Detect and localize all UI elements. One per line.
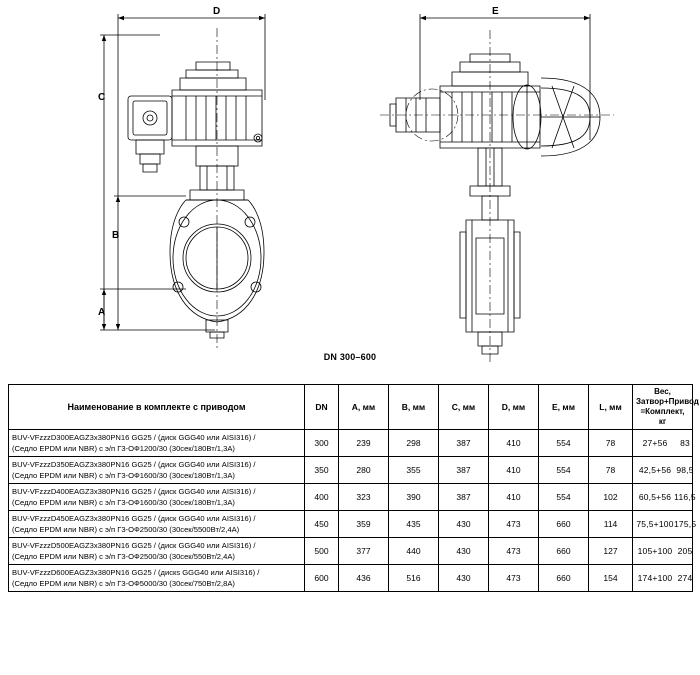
cell-l: 154 [589,565,633,592]
cell-d: 410 [489,430,539,457]
cell-b: 435 [389,511,439,538]
cell-name [9,484,305,511]
cell-name-line2: (Седло EPDM или NBR) с э/п Г3-ОФ2500/30 (30сек/550Вт/2,4А) [12,552,235,561]
header-b: В, мм [389,385,439,430]
header-a: А, мм [339,385,389,430]
cell-name-line1: BUV-VFzzzD350EAGZ3x380PN16 GG25 / (диск GGG40 или AISI316) / [12,460,256,469]
cell-c: 430 [439,565,489,592]
cell-d: 473 [489,565,539,592]
cell-dn: 500 [305,538,339,565]
table-row [9,484,693,511]
header-l: L, мм [589,385,633,430]
header-d: D, мм [489,385,539,430]
table-row [9,457,693,484]
cell-name-line2: (Седло EPDM или NBR) с э/п Г3-ОФ2500/30 (30сек/5500Вт/2,4А) [12,525,240,534]
header-weight-line1: Вес, [654,387,671,396]
cell-weight-sum: 42,5+56 [638,465,672,475]
dimension-label-c: C [98,92,106,103]
table-header-row [9,385,693,430]
header-dn: DN [305,385,339,430]
cell-l: 78 [589,430,633,457]
cell-l: 114 [589,511,633,538]
cell-name-line1: BUV-VFzzzD300EAGZ3x380PN16 GG25 / (диск GGG40 или AISI316) / [12,433,256,442]
cell-weight-total: 98,5 [676,465,694,475]
cell-weight-total: 205 [677,546,693,556]
dimension-label-d: D [213,6,221,17]
cell-weight [633,565,693,592]
cell-name-line1: BUV-VFzzzD500EAGZ3x380PN16 GG25 / (диск GGG40 или AISI316) / [12,541,256,550]
cell-a: 436 [339,565,389,592]
cell-d: 473 [489,511,539,538]
header-e: Е, мм [539,385,589,430]
cell-name [9,538,305,565]
cell-b: 390 [389,484,439,511]
cell-weight [633,511,697,538]
cell-b: 440 [389,538,439,565]
cell-b: 298 [389,430,439,457]
cell-name-line1: BUV-VFzzzD600EAGZ3x380PN16 GG25 / (дискs GGG40 или AISI316) / [12,568,260,577]
table-row [9,538,693,565]
cell-a: 280 [339,457,389,484]
cell-dn: 300 [305,430,339,457]
spec-table [8,384,699,592]
cell-dn: 400 [305,484,339,511]
cell-name-line1: BUV-VFzzzD450EAGZ3x380PN16 GG25 / (диск GGG40 или AISI316) / [12,514,256,523]
cell-a: 359 [339,511,389,538]
header-weight-line3: =Комплект, кг [640,407,685,426]
cell-weight-total: 175,5 [674,519,697,529]
cell-b: 355 [389,457,439,484]
cell-weight [633,457,693,484]
cell-b: 516 [389,565,439,592]
table-row [9,565,693,592]
cell-l: 102 [589,484,633,511]
cell-e: 660 [539,511,589,538]
cell-e: 554 [539,457,589,484]
cell-dn: 350 [305,457,339,484]
cell-weight-sum: 27+56 [642,438,668,448]
cell-dn: 600 [305,565,339,592]
cell-weight-sum: 75,5+100 [636,519,674,529]
cell-weight-sum: 174+100 [637,573,673,583]
header-weight [633,385,699,430]
cell-name [9,511,305,538]
cell-weight [633,538,693,565]
cell-e: 554 [539,484,589,511]
cell-d: 410 [489,484,539,511]
cell-c: 387 [439,484,489,511]
dimension-label-e: E [492,6,499,17]
cell-a: 377 [339,538,389,565]
cell-name-line2: (Седло EPDM или NBR) с э/п Г3-ОФ1600/30 (30сек/180Вт/1,3А) [12,498,235,507]
cell-weight-sum: 60,5+56 [638,492,672,502]
dimension-label-a: A [98,307,106,318]
spec-table-container [8,384,699,592]
cell-name [9,457,305,484]
cell-weight-total: 116,5 [674,492,696,502]
cell-dn: 450 [305,511,339,538]
cell-name-line1: BUV-VFzzzD400EAGZ3x380PN16 GG25 / (диск GGG40 или AISI316) / [12,487,256,496]
cell-weight-total: 83 [680,438,690,448]
cell-name-line2: (Седло EPDM или NBR) с э/п Г3-ОФ5000/30 (30сек/750Вт/2,8А) [12,579,235,588]
drawing-caption: DN 300–600 [323,352,377,362]
cell-e: 554 [539,430,589,457]
cell-l: 78 [589,457,633,484]
cell-c: 430 [439,538,489,565]
cell-name-line2: (Седло EPDM или NBR) с э/п Г3-ОФ1600/30 (30сек/180Вт/1,3А) [12,471,235,480]
cell-weight-total: 274 [677,573,693,583]
cell-c: 430 [439,511,489,538]
cell-name [9,430,305,457]
dimension-label-b: B [112,230,120,241]
cell-a: 323 [339,484,389,511]
cell-d: 473 [489,538,539,565]
cell-name-line2: (Седло EPDM или NBR) с э/п Г3-ОФ1200/30 (30сек/180Вт/1,3А) [12,444,235,453]
cell-d: 410 [489,457,539,484]
cell-c: 387 [439,457,489,484]
table-row [9,430,693,457]
cell-l: 127 [589,538,633,565]
cell-name [9,565,305,592]
header-name: Наименование в комплекте с приводом [9,385,305,430]
cell-e: 660 [539,538,589,565]
cell-weight-sum: 105+100 [637,546,673,556]
header-c: С, мм [439,385,489,430]
cell-c: 387 [439,430,489,457]
table-row [9,511,693,538]
cell-weight [633,484,696,511]
cell-a: 239 [339,430,389,457]
cell-weight [633,430,693,457]
cell-e: 660 [539,565,589,592]
header-weight-line2: Затвор+Привод [636,397,699,406]
